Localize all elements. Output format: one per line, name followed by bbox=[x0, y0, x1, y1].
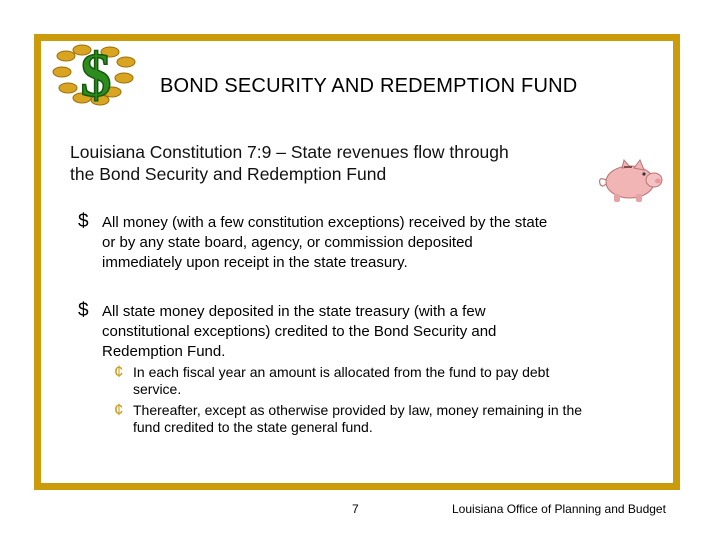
footer-organization: Louisiana Office of Planning and Budget bbox=[452, 502, 666, 516]
sub-bullet-text bbox=[133, 364, 653, 398]
sub-bullet-line: Thereafter, except as otherwise provided by law, money remaining in the bbox=[133, 402, 583, 418]
page-number: 7 bbox=[352, 502, 359, 516]
svg-text:$: $ bbox=[80, 42, 112, 106]
cent-bullet-icon: ¢ bbox=[114, 362, 124, 381]
bullet-line: immediately upon receipt in the state treasury. bbox=[102, 254, 408, 271]
bullet-text bbox=[102, 302, 622, 362]
sub-bullet-line: service. bbox=[133, 381, 182, 397]
bullet-line: All state money deposited in the state treasury (with a few bbox=[102, 303, 486, 320]
sub-bullet-line: fund credited to the state general fund. bbox=[133, 419, 373, 435]
bullet-line: Redemption Fund. bbox=[102, 343, 226, 360]
bullet-line: All money (with a few constitution exceptions) received by the state bbox=[102, 214, 548, 231]
cent-bullet-icon: ¢ bbox=[114, 400, 124, 419]
slide-subtitle bbox=[70, 141, 509, 185]
slide-title: BOND SECURITY AND REDEMPTION FUND bbox=[160, 75, 578, 97]
bullet-line: or by any state board, agency, or commission deposited bbox=[102, 234, 473, 251]
dollar-bullet-icon: $ bbox=[78, 300, 89, 321]
sub-bullet-text bbox=[133, 402, 653, 436]
sub-bullet-line: In each fiscal year an amount is allocated from the fund to pay debt bbox=[133, 364, 550, 380]
subtitle-line: Louisiana Constitution 7:9 – State revenues flow through bbox=[70, 142, 509, 162]
piggy-bank-icon bbox=[594, 156, 670, 206]
dollar-coins-icon bbox=[52, 42, 140, 106]
subtitle-line: the Bond Security and Redemption Fund bbox=[70, 164, 387, 184]
dollar-bullet-icon: $ bbox=[78, 211, 89, 232]
bullet-line: constitutional exceptions) credited to the Bond Security and bbox=[102, 323, 497, 340]
bullet-text bbox=[102, 213, 622, 273]
